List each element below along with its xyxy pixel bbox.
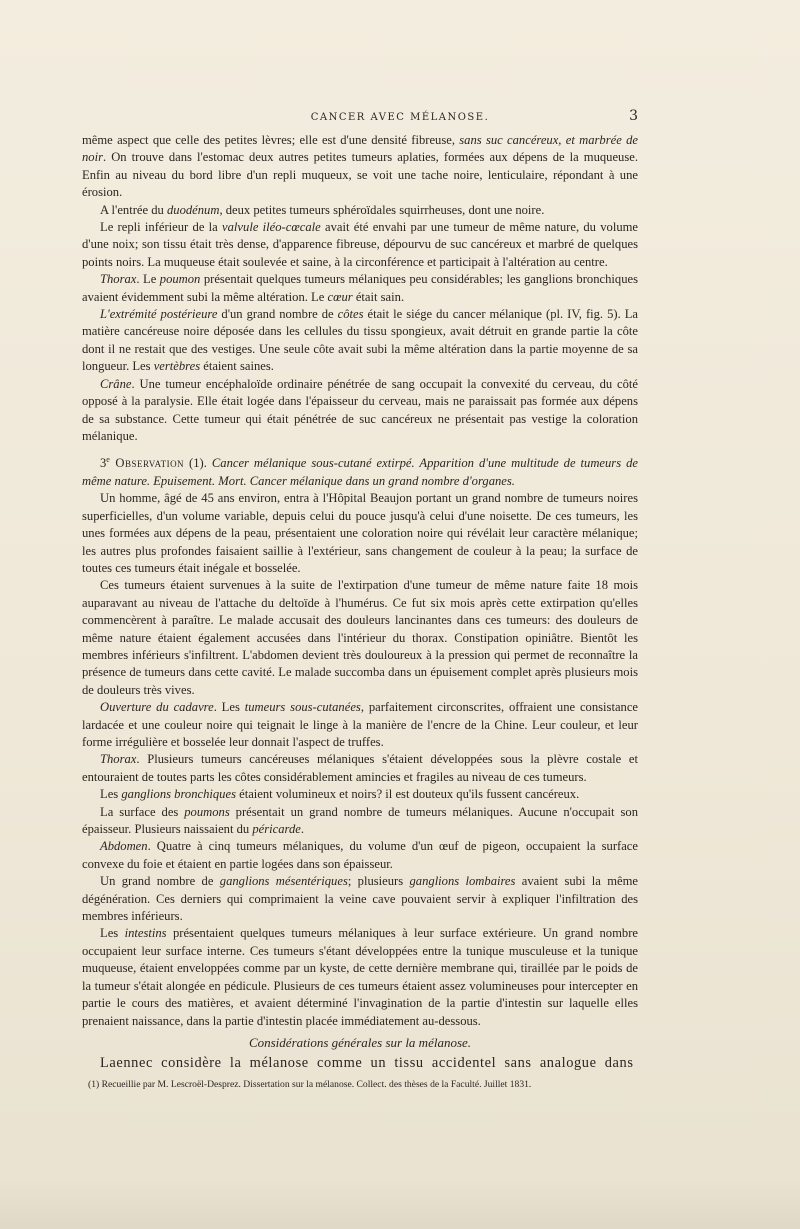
text-run: même aspect que celle des petites lèvres; elle est d'une densité fibreuse, — [82, 133, 460, 147]
text-run: Cancer mélanique sous-cutané extirpé. Apparition d'une multitude de tumeurs de même nature. Epuisement. Mort. Cancer mélanique dans un grand nombre d'organes. — [82, 456, 638, 488]
text-run: ganglions mésentériques — [219, 874, 348, 889]
text-run: intestins — [124, 926, 167, 941]
text-run: A l'entrée du — [100, 202, 167, 217]
text-run: La surface des — [100, 804, 185, 819]
text-run: Un grand nombre de — [100, 874, 220, 889]
text-run: Les — [100, 926, 125, 941]
section-title: Considérations générales sur la mélanose. — [248, 1034, 472, 1050]
paragraph — [82, 490, 638, 577]
page-header — [0, 108, 800, 128]
text-run: vertèbres — [153, 359, 201, 374]
text-run: Ces tumeurs étaient survenues à la suite de l'extirpation d'une tumeur de même nature faite 18 mois auparavant au niveau de l'attache du deltoïde à l'humérus. Ce fut six mois après cette extirpation qu'elles commencèrent à paraître. Le malade accusait des douleurs lancinantes dans ces tumeurs: des douleurs de même nature étaient également accusées dans l'intérieur du thorax. Constipation opiniâtre. Bientôt les membres inférieurs s'infiltrent. L'abdomen devient très douloureux à la pression qui permet de reconnaître la présence de tumeurs dans cette cavité. Le malade succomba dans un épuisement complet après plusieurs mois de douleurs très vives. — [82, 578, 638, 697]
page-edge-shadow — [0, 1180, 800, 1229]
text-run: . On trouve dans l'estomac deux autres petites tumeurs aplaties, formées aux dépens de la muqueuse. Enfin au niveau du bord libre d'un repli muqueux, se voit une tache noire, lenticulaire, répondant à une érosion. — [82, 150, 638, 200]
text-run: présentait un grand nombre de tumeurs mélaniques. Aucune n'occupait son épaisseur. Plusieurs naissaient du — [82, 804, 638, 837]
paragraph — [82, 132, 638, 202]
paragraph — [82, 306, 638, 376]
paragraph — [82, 699, 638, 751]
text-run: duodénum — [166, 202, 220, 217]
text-run: Observation — [109, 456, 185, 471]
text-run: . Le — [136, 272, 160, 287]
paragraph — [82, 577, 638, 699]
text-run: ganglions lombaires — [409, 874, 516, 889]
paragraph — [82, 804, 638, 839]
paragraph — [82, 376, 638, 446]
text-run: présentait quelques tumeurs mélaniques peu considérables; les ganglions bronchiques avaient évidemment subi la même altération. Le — [82, 272, 638, 304]
text-run: . Quatre à cinq tumeurs mélaniques, du volume d'un œuf de pigeon, occupaient la surface convexe du foie et étaient en partie logées dans son épaisseur. — [82, 839, 638, 871]
closing-line: Laennec considère la mélanose comme un tissu accidentel sans analogue dans — [100, 1055, 634, 1072]
text-run: d'un grand nombre de — [217, 307, 338, 322]
text-run: e — [106, 455, 110, 465]
footnote: (1) Recueillie par M. Lescroël-Desprez. Dissertation sur la mélanose. Collect. des thèses de la Faculté. Juillet 1831. — [88, 1079, 532, 1091]
text-run: . — [300, 822, 304, 837]
text-run: était sain. — [352, 289, 405, 304]
text-run: Le repli inférieur de la — [100, 220, 223, 235]
text-run: ; plusieurs — [347, 874, 410, 889]
paragraph — [82, 786, 638, 803]
text-run: valvule iléo-cœcale — [222, 220, 321, 235]
text-run: étaient saines. — [200, 359, 274, 374]
page-number: 3 — [629, 108, 638, 124]
text-run: Un homme, âgé de 45 ans environ, entra à l'Hôpital Beaujon portant un grand nombre de tumeurs noires superficielles, d'un volume variable, depuis celui du pouce jusqu'à celui d'une noisette. De ces tumeurs, les unes formées aux dépens de la peau, présentaient une coloration noire qui révélait leur caractère mélanique; les autres plus profondes faisaient saillie à l'extérieur, sans changement de couleur à la peau; la surface de toutes ces tumeurs était inégale et bosselée. — [82, 491, 638, 575]
text-run: avait été envahi par une tumeur de même nature, du volume d'une noix; son tissu était très dense, d'apparence fibreuse, dépourvu de suc cancéreux et marbré de quelques points noirs. La muqueuse était soulevée et saine, à la circonférence et participait à l'altération au centre. — [82, 220, 639, 269]
text-run: , deux petites tumeurs sphéroïdales squirrheuses, dont une noire. — [219, 202, 545, 217]
text-run: sans suc cancéreux, et marbrée de noir — [82, 133, 638, 165]
text-run: , parfaitement circonscrites, offraient une consistance lardacée et une couleur noire qui teignait le linge à la manière de l'encre de la Chine. Leur couleur, et leur forme irrégulière et bosselée leur donnait l'aspect de truffes. — [82, 700, 639, 749]
text-run: cœur — [327, 289, 353, 304]
body-text — [82, 132, 638, 1101]
text-run: L'extrémité postérieure — [100, 307, 218, 322]
text-run: Ouverture du cadavre — [100, 700, 214, 715]
text-run: tumeurs sous-cutanées — [244, 700, 361, 715]
paragraph — [82, 925, 638, 1029]
paragraph — [82, 271, 638, 306]
paragraph — [82, 219, 638, 271]
text-run: 3 — [100, 456, 107, 471]
text-run: . Une tumeur encéphaloïde ordinaire pénétrée de sang occupait la convexité du cerveau, du côté opposé à la paralysie. Elle était logée dans l'épaisseur du cerveau, mais ne paraissait pas formée aux dépens de sa substance. Cette tumeur qui était pénétrée de suc cancéreux ne présentait pas vestige la coloration mélanique. — [82, 376, 638, 443]
paragraph — [82, 451, 638, 490]
text-run: Crâne — [100, 376, 132, 391]
text-run: Thorax — [100, 272, 137, 287]
text-run: présentaient quelques tumeurs mélaniques à leur surface extérieure. Un grand nombre occupaient leur surface interne. Ces tumeurs s'étant développées entre la tunique musculeuse et la tunique muqueuse, étaient enveloppées comme par un kyste, de cette dernière membrane qui, tiraillée par le poids de la tumeur s'était alongée en pédicule. Plusieurs de ces tumeurs étaient assez volumineuses pour intercepter en partie le cours des matières, et avaient déterminé l'invagination de la partie d'intestin sur laquelle elles prenaient naissance, dans la partie d'intestin placée immédiatement au-dessous. — [82, 926, 638, 1028]
paragraph — [82, 202, 638, 219]
text-run: étaient volumineux et noirs? il est douteux qu'ils fussent cancéreux. — [235, 787, 580, 802]
paragraph — [82, 838, 638, 873]
text-run: côtes — [337, 307, 364, 322]
paragraph-list — [82, 132, 638, 1030]
text-run: avaient subi la même dégénération. Ces derniers qui comprimaient la veine cave pouvaient servir à expliquer l'infiltration des membres inférieurs. — [82, 874, 638, 924]
running-title: CANCER AVEC MÉLANOSE. — [310, 112, 490, 123]
text-run: ganglions bronchiques — [121, 787, 236, 802]
text-run: Abdomen — [100, 839, 148, 854]
text-run: Les — [100, 787, 122, 802]
text-run: poumons — [184, 804, 230, 819]
text-run: . Plusieurs tumeurs cancéreuses mélaniques s'étaient développées sous la plèvre costale et entouraient de toutes parts les côtes considérablement amincies et fragiles au niveau de ces tumeurs. — [82, 752, 638, 784]
text-run: Thorax — [100, 752, 137, 767]
text-run: était le siége du cancer mélanique (pl. IV, fig. 5). La matière cancéreuse noire déposée dans les cellules du tissu spongieux, avait détruit en grande partie la côte dont il ne restait que des vestiges. Une seule côte avait subi la même altération dans la partie moyenne de sa longueur. Les — [82, 307, 638, 374]
paragraph — [82, 751, 638, 786]
text-run: poumon — [159, 272, 201, 287]
text-run: (1). — [184, 456, 212, 471]
text-run: péricarde — [252, 822, 301, 837]
text-run: . Les — [213, 700, 245, 715]
paragraph — [82, 873, 638, 925]
